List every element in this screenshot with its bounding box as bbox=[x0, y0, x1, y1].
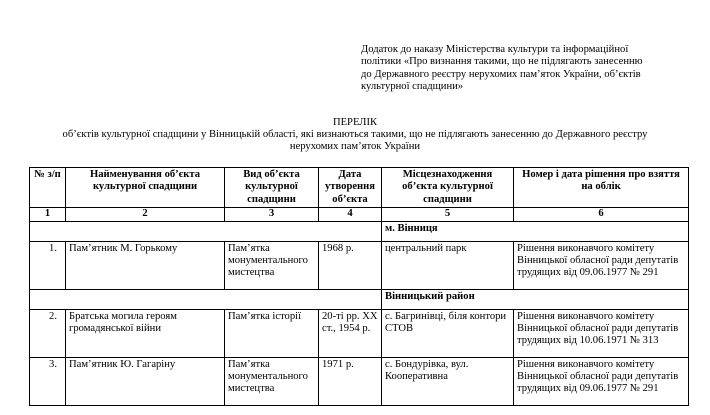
object-type: Пам’ятка монументального мистецтва bbox=[225, 241, 319, 289]
table-row bbox=[30, 357, 689, 405]
object-decision: Рішення виконавчого комітету Вінницької обласної ради депутатів трудящих від 09.06.1977 № 291 bbox=[514, 357, 689, 405]
column-number: 2 bbox=[66, 208, 225, 221]
subtitle-line: об’єктів культурної спадщини у Вінницькій області, які визнаються такими, що не підлягають занесенню до Державного реєстру bbox=[62, 129, 648, 140]
section-spacer bbox=[30, 289, 382, 309]
object-name: Братська могила героям громадянської війни bbox=[66, 309, 225, 357]
object-location: с. Бондурівка, вул. Кооперативна bbox=[382, 357, 514, 405]
row-number: 2. bbox=[30, 309, 66, 357]
column-number: 3 bbox=[225, 208, 319, 221]
object-decision: Рішення виконавчого комітету Вінницької обласної ради депутатів трудящих від 10.06.1971 № 313 bbox=[514, 309, 689, 357]
section-title: м. Вінниця bbox=[382, 221, 689, 241]
column-number: 5 bbox=[382, 208, 514, 221]
header-cell-name: Найменування об’єкта культурної спадщини bbox=[66, 168, 225, 208]
column-number: 6 bbox=[514, 208, 689, 221]
header-cell-no: № з/п bbox=[30, 168, 66, 208]
object-date: 1968 р. bbox=[319, 241, 382, 289]
header-cell-date: Дата утворення об’єкта bbox=[319, 168, 382, 208]
column-number-row bbox=[30, 208, 689, 221]
column-number: 4 bbox=[319, 208, 382, 221]
header-cell-location: Місцезнаходження об’єкта культурної спадщини bbox=[382, 168, 514, 208]
table-header-row bbox=[30, 168, 689, 208]
table-row bbox=[30, 241, 689, 289]
object-date: 1971 р. bbox=[319, 357, 382, 405]
object-location: центральний парк bbox=[382, 241, 514, 289]
header-cell-type: Вид об’єкта культурної спадщини bbox=[225, 168, 319, 208]
header-cell-decision: Номер і дата рішення про взяття на облік bbox=[514, 168, 689, 208]
heritage-objects-table bbox=[29, 167, 689, 406]
table-row bbox=[30, 309, 689, 357]
object-name: Пам’ятник Ю. Гагаріну bbox=[66, 357, 225, 405]
object-type: Пам’ятка історії bbox=[225, 309, 319, 357]
object-decision: Рішення виконавчого комітету Вінницької обласної ради депутатів трудящих від 09.06.1977 № 291 bbox=[514, 241, 689, 289]
subtitle-line: нерухомих пам’яток України bbox=[289, 141, 421, 153]
appendix-note bbox=[361, 44, 651, 94]
object-type: Пам’ятка монументального мистецтва bbox=[225, 357, 319, 405]
appendix-line: культурної спадщини» bbox=[361, 81, 464, 93]
section-title: Вінницький район bbox=[382, 289, 689, 309]
document-title: ПЕРЕЛІК bbox=[332, 117, 378, 128]
section-row bbox=[30, 289, 689, 309]
appendix-line: політики «Про визнання такими, що не підлягають занесенню bbox=[361, 56, 643, 68]
document-subtitle bbox=[0, 129, 710, 154]
row-number: 1. bbox=[30, 241, 66, 289]
appendix-line: Додаток до наказу Міністерства культури та інформаційної bbox=[361, 44, 629, 55]
object-location: с. Багринівці, біля контори СТОВ bbox=[382, 309, 514, 357]
column-number: 1 bbox=[30, 208, 66, 221]
row-number: 3. bbox=[30, 357, 66, 405]
object-name: Пам’ятник М. Горькому bbox=[66, 241, 225, 289]
section-spacer bbox=[30, 221, 382, 241]
object-date: 20-ті рр. ХХ ст., 1954 р. bbox=[319, 309, 382, 357]
appendix-line: до Державного реєстру нерухомих пам’яток України, об’єктів bbox=[361, 68, 641, 80]
section-row bbox=[30, 221, 689, 241]
